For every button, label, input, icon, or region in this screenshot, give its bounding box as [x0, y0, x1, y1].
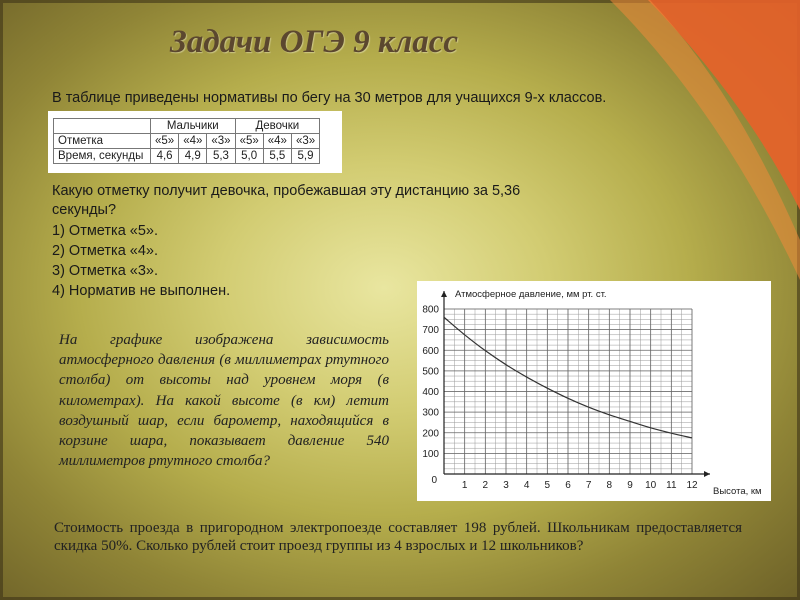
- table-header-boys: Мальчики: [151, 119, 236, 134]
- chart-axes: [441, 291, 710, 477]
- x-tick-label: 8: [606, 480, 613, 491]
- x-tick-label: 11: [666, 480, 677, 491]
- chart-title: Атмосферное давление, мм рт. ст.: [455, 289, 607, 300]
- table-corner-cell: [54, 119, 151, 134]
- y-tick-label: 200: [422, 428, 439, 440]
- origin-label: 0: [431, 475, 437, 486]
- pressure-chart-container: [417, 281, 771, 501]
- y-tick-label: 500: [422, 366, 439, 378]
- y-tick-label: 400: [422, 387, 439, 398]
- x-tick-label: 3: [503, 480, 509, 491]
- y-tick-label: 300: [422, 407, 439, 419]
- y-tick-label: 600: [422, 345, 439, 357]
- table-row-label-grade: Отметка: [54, 134, 151, 149]
- task1-answers: [52, 221, 230, 301]
- x-tick-label: 12: [686, 480, 698, 491]
- table-cell-time: 4,9: [179, 149, 207, 164]
- chart-major-grid: [444, 309, 692, 474]
- table-row-label-time: Время, секунды: [54, 149, 151, 164]
- table-cell-grade: «3»: [207, 134, 235, 149]
- chart-x-axis-label: Высота, км: [713, 486, 762, 497]
- table-cell-grade: «4»: [179, 134, 207, 149]
- table-cell-grade: «5»: [235, 134, 263, 149]
- norms-table-container: [48, 111, 342, 173]
- table-cell-grade: «3»: [291, 134, 319, 149]
- table-cell-time: 5,0: [235, 149, 263, 164]
- y-tick-label: 100: [422, 448, 439, 460]
- table-cell-grade: «5»: [151, 134, 179, 149]
- table-cell-time: 4,6: [151, 149, 179, 164]
- table-cell-time: 5,9: [291, 149, 319, 164]
- table-cell-time: 5,5: [263, 149, 291, 164]
- answer-option-1: 1) Отметка «5».: [52, 223, 159, 239]
- table-cell-grade: «4»: [263, 134, 291, 149]
- x-tick-label: 2: [482, 480, 489, 491]
- pressure-chart: [417, 281, 771, 501]
- task2-text: На графике изображена зависимость атмосферного давления (в миллиметрах ртутного столба) от высоты над уровнем моря (в километрах). На какой высоте (в км) летит воздушный шар, если барометр, находящийся в корзине шара, показывает давление 540 миллиметров ртутного столба?: [59, 332, 389, 470]
- chart-tick-labels: [422, 305, 698, 492]
- answer-option-3: 3) Отметка «3».: [52, 263, 159, 279]
- answer-option-2: 2) Отметка «4».: [52, 243, 159, 259]
- table-cell-time: 5,3: [207, 149, 235, 164]
- x-tick-label: 5: [544, 480, 551, 491]
- task1-question: Какую отметку получит девочка, пробежавшая эту дистанцию за 5,36 секунды?: [52, 183, 521, 218]
- x-tick-label: 9: [627, 480, 633, 491]
- y-axis-arrow-icon: [441, 291, 447, 297]
- task1-intro-text: В таблице приведены нормативы по бегу на 30 метров для учащихся 9-х классов.: [52, 90, 607, 106]
- x-tick-label: 7: [585, 480, 592, 491]
- x-tick-label: 4: [523, 480, 530, 491]
- x-tick-label: 6: [565, 480, 571, 491]
- y-tick-label: 700: [422, 325, 439, 337]
- x-tick-label: 1: [461, 480, 468, 491]
- table-header-girls: Девочки: [235, 119, 320, 134]
- task3-text: Стоимость проезда в пригородном электропоезде составляет 198 рублей. Школьникам предоставляется скидка 50%. Сколько рублей стоит проезд группы из 4 взрослых и 12 школьников?: [54, 520, 742, 554]
- x-tick-label: 10: [645, 480, 657, 491]
- x-axis-arrow-icon: [704, 471, 710, 477]
- y-tick-label: 800: [422, 304, 439, 316]
- answer-option-4: 4) Норматив не выполнен.: [52, 283, 231, 299]
- slide-title: Задачи ОГЭ 9 класс: [170, 24, 459, 60]
- norms-table: [53, 118, 320, 164]
